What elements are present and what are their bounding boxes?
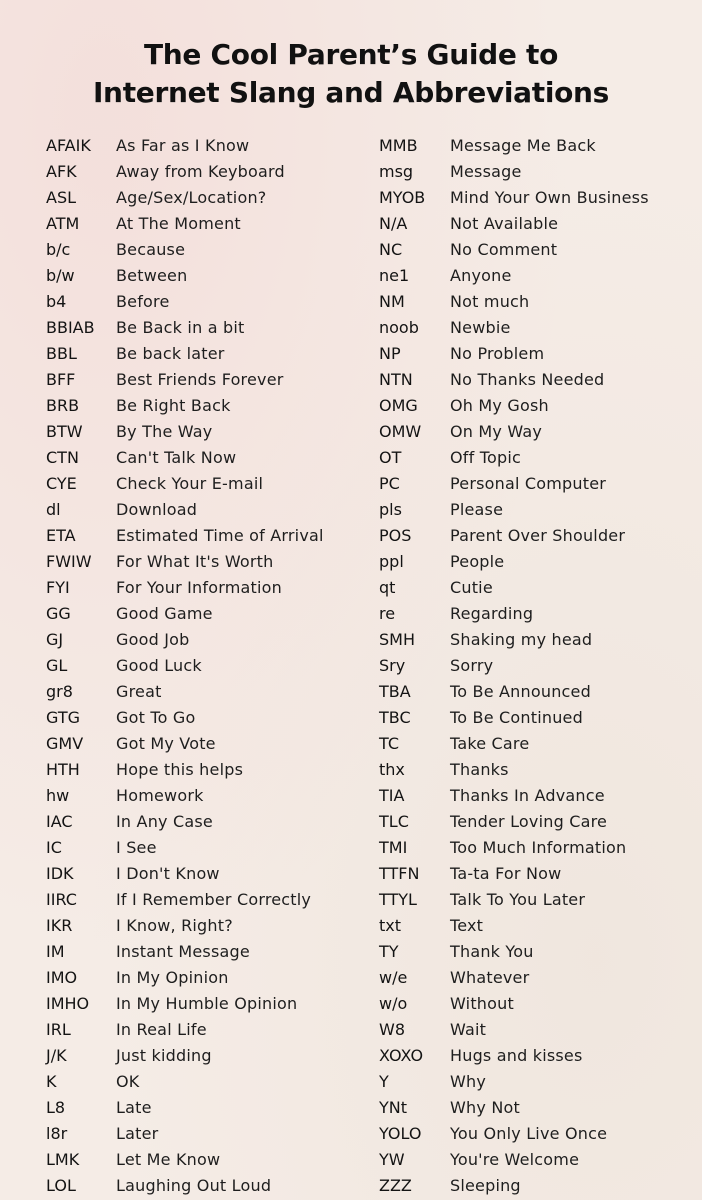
abbreviation: IC — [46, 838, 62, 857]
abbreviation: MMB — [379, 136, 418, 155]
meaning: Why — [450, 1072, 487, 1091]
abbreviation: noob — [379, 318, 419, 337]
meaning: No Thanks Needed — [450, 370, 605, 389]
meaning: At The Moment — [116, 214, 241, 233]
meaning: Hope this helps — [116, 760, 244, 779]
meaning: Without — [450, 994, 514, 1013]
meaning: You Only Live Once — [450, 1124, 608, 1143]
meaning: Too Much Information — [450, 838, 627, 857]
meaning: Oh My Gosh — [450, 396, 549, 415]
meaning: To Be Continued — [450, 708, 583, 727]
meaning: Just kidding — [116, 1046, 212, 1065]
abbreviation: YW — [379, 1150, 405, 1169]
abbreviation: ZZZ — [379, 1176, 412, 1195]
abbreviation: IIRC — [46, 890, 77, 909]
abbreviation: dl — [46, 500, 61, 519]
meaning: Got To Go — [116, 708, 196, 727]
meaning: I Know, Right? — [116, 916, 233, 935]
abbreviation: msg — [379, 162, 414, 181]
abbreviation: BBIAB — [46, 318, 95, 337]
abbreviation: BTW — [46, 422, 83, 441]
meaning: Mind Your Own Business — [450, 188, 649, 207]
abbreviation: OMG — [379, 396, 418, 415]
abbreviation: gr8 — [46, 682, 73, 701]
abbreviation: Sry — [379, 656, 406, 675]
abbreviation: NC — [379, 240, 403, 259]
meaning: If I Remember Correctly — [116, 890, 312, 909]
abbreviation: NP — [379, 344, 401, 363]
abbreviation: w/o — [379, 994, 408, 1013]
meaning: Regarding — [450, 604, 534, 623]
abbreviation: L8 — [46, 1098, 66, 1117]
abbreviation: qt — [379, 578, 396, 597]
abbreviation: ASL — [46, 188, 77, 207]
meaning: People — [450, 552, 505, 571]
abbreviation: re — [379, 604, 396, 623]
meaning: Ta-ta For Now — [450, 864, 562, 883]
meaning: Good Luck — [116, 656, 202, 675]
meaning: Before — [116, 292, 170, 311]
abbreviation: TC — [379, 734, 400, 753]
abbreviation: hw — [46, 786, 70, 805]
meaning: Message — [450, 162, 522, 181]
meaning: For Your Information — [116, 578, 282, 597]
title-line-2: Internet Slang and Abbreviations — [92, 76, 610, 109]
abbreviation: IM — [46, 942, 65, 961]
meaning: In Real Life — [116, 1020, 207, 1039]
abbreviation: LMK — [46, 1150, 80, 1169]
abbreviation: ppl — [379, 552, 404, 571]
meaning: I Don't Know — [116, 864, 220, 883]
abbreviation: N/A — [379, 214, 408, 233]
meaning: Got My Vote — [116, 734, 216, 753]
meaning: By The Way — [116, 422, 213, 441]
abbreviation: BBL — [46, 344, 77, 363]
meaning: Please — [450, 500, 504, 519]
abbreviation: TIA — [379, 786, 405, 805]
abbreviation: b/w — [46, 266, 75, 285]
abbreviation: FYI — [46, 578, 70, 597]
abbreviation: POS — [379, 526, 412, 545]
meaning: Between — [116, 266, 188, 285]
meaning: Because — [116, 240, 186, 259]
meaning: On My Way — [450, 422, 543, 441]
abbreviation: TBC — [379, 708, 411, 727]
abbreviation: IDK — [46, 864, 74, 883]
abbreviation: OMW — [379, 422, 422, 441]
meaning: As Far as I Know — [116, 136, 250, 155]
meaning: Be back later — [116, 344, 225, 363]
abbreviation: b4 — [46, 292, 67, 311]
meaning: In Any Case — [116, 812, 213, 831]
abbreviation: NM — [379, 292, 405, 311]
abbreviation: GG — [46, 604, 71, 623]
meaning: Wait — [450, 1020, 487, 1039]
abbreviation: J/K — [46, 1046, 67, 1065]
abbreviation: YNt — [379, 1098, 408, 1117]
abbreviation: CTN — [46, 448, 79, 467]
abbreviation: txt — [379, 916, 402, 935]
abbreviation: ATM — [46, 214, 80, 233]
abbreviation: b/c — [46, 240, 71, 259]
meaning: Not Available — [450, 214, 559, 233]
meaning: Can't Talk Now — [116, 448, 237, 467]
meaning: Be Right Back — [116, 396, 231, 415]
abbreviation: ETA — [46, 526, 76, 545]
meaning: In My Opinion — [116, 968, 229, 987]
meaning: Shaking my head — [450, 630, 593, 649]
abbreviation: IMHO — [46, 994, 90, 1013]
meaning: Newbie — [450, 318, 511, 337]
abbreviation: CYE — [46, 474, 77, 493]
abbreviation: IMO — [46, 968, 78, 987]
meaning: Homework — [116, 786, 204, 805]
meaning: I See — [116, 838, 157, 857]
meaning: Sleeping — [450, 1176, 521, 1195]
meaning: OK — [116, 1072, 140, 1091]
meaning: Be Back in a bit — [116, 318, 245, 337]
meaning: Good Game — [116, 604, 213, 623]
meaning: To Be Announced — [450, 682, 591, 701]
abbreviation: IKR — [46, 916, 73, 935]
meaning: Away from Keyboard — [116, 162, 285, 181]
abbreviation: TMI — [379, 838, 408, 857]
meaning: Age/Sex/Location? — [116, 188, 267, 207]
abbreviation: w/e — [379, 968, 408, 987]
meaning: Text — [450, 916, 484, 935]
meaning: Estimated Time of Arrival — [116, 526, 324, 545]
abbreviation: XOXO — [379, 1046, 424, 1065]
abbreviation: NTN — [379, 370, 413, 389]
meaning: Later — [116, 1124, 159, 1143]
abbreviation: IRL — [46, 1020, 71, 1039]
abbreviation: MYOB — [379, 188, 426, 207]
abbreviation: pls — [379, 500, 402, 519]
abbreviation: thx — [379, 760, 405, 779]
abbreviation: BRB — [46, 396, 80, 415]
meaning: Anyone — [450, 266, 512, 285]
abbreviation: TTYL — [379, 890, 417, 909]
abbreviation: AFAIK — [46, 136, 91, 155]
abbreviation: W8 — [379, 1020, 405, 1039]
meaning: Best Friends Forever — [116, 370, 284, 389]
meaning: Instant Message — [116, 942, 250, 961]
meaning: No Comment — [450, 240, 558, 259]
meaning: For What It's Worth — [116, 552, 274, 571]
meaning: Take Care — [450, 734, 530, 753]
meaning: Sorry — [450, 656, 494, 675]
meaning: Why Not — [450, 1098, 520, 1117]
abbreviation: l8r — [46, 1124, 68, 1143]
abbreviation: SMH — [379, 630, 415, 649]
abbreviation: PC — [379, 474, 400, 493]
meaning: Thanks In Advance — [450, 786, 605, 805]
abbreviation: Y — [379, 1072, 389, 1091]
abbreviation: OT — [379, 448, 402, 467]
meaning: Check Your E-mail — [116, 474, 264, 493]
abbreviation: GMV — [46, 734, 84, 753]
meaning: Great — [116, 682, 162, 701]
abbreviation: GJ — [46, 630, 64, 649]
meaning: Thanks — [450, 760, 509, 779]
meaning: Let Me Know — [116, 1150, 221, 1169]
abbreviation: ne1 — [379, 266, 410, 285]
meaning: Tender Loving Care — [450, 812, 608, 831]
meaning: You're Welcome — [450, 1150, 580, 1169]
abbreviation: FWIW — [46, 552, 92, 571]
abbreviation: AFK — [46, 162, 77, 181]
meaning: Whatever — [450, 968, 530, 987]
meaning: Late — [116, 1098, 152, 1117]
meaning: Message Me Back — [450, 136, 596, 155]
title-line-1: The Cool Parent’s Guide to — [143, 38, 559, 71]
abbreviation: TTFN — [379, 864, 420, 883]
meaning: Hugs and kisses — [450, 1046, 583, 1065]
meaning: Talk To You Later — [450, 890, 586, 909]
abbreviation: IAC — [46, 812, 73, 831]
abbreviation: GL — [46, 656, 68, 675]
abbreviation: K — [46, 1072, 57, 1091]
abbreviation: TLC — [379, 812, 409, 831]
meaning: Good Job — [116, 630, 190, 649]
meaning: Thank You — [450, 942, 534, 961]
meaning: Not much — [450, 292, 530, 311]
abbreviation: BFF — [46, 370, 76, 389]
abbreviation: YOLO — [379, 1124, 422, 1143]
meaning: Off Topic — [450, 448, 521, 467]
meaning: Parent Over Shoulder — [450, 526, 626, 545]
meaning: No Problem — [450, 344, 545, 363]
abbreviation: HTH — [46, 760, 80, 779]
abbreviation: LOL — [46, 1176, 76, 1195]
meaning: Cutie — [450, 578, 493, 597]
page-title — [0, 36, 702, 112]
abbreviation: TY — [379, 942, 399, 961]
meaning: Personal Computer — [450, 474, 607, 493]
meaning: In My Humble Opinion — [116, 994, 298, 1013]
abbreviation: GTG — [46, 708, 80, 727]
abbreviation: TBA — [379, 682, 411, 701]
meaning: Download — [116, 500, 198, 519]
meaning: Laughing Out Loud — [116, 1176, 272, 1195]
